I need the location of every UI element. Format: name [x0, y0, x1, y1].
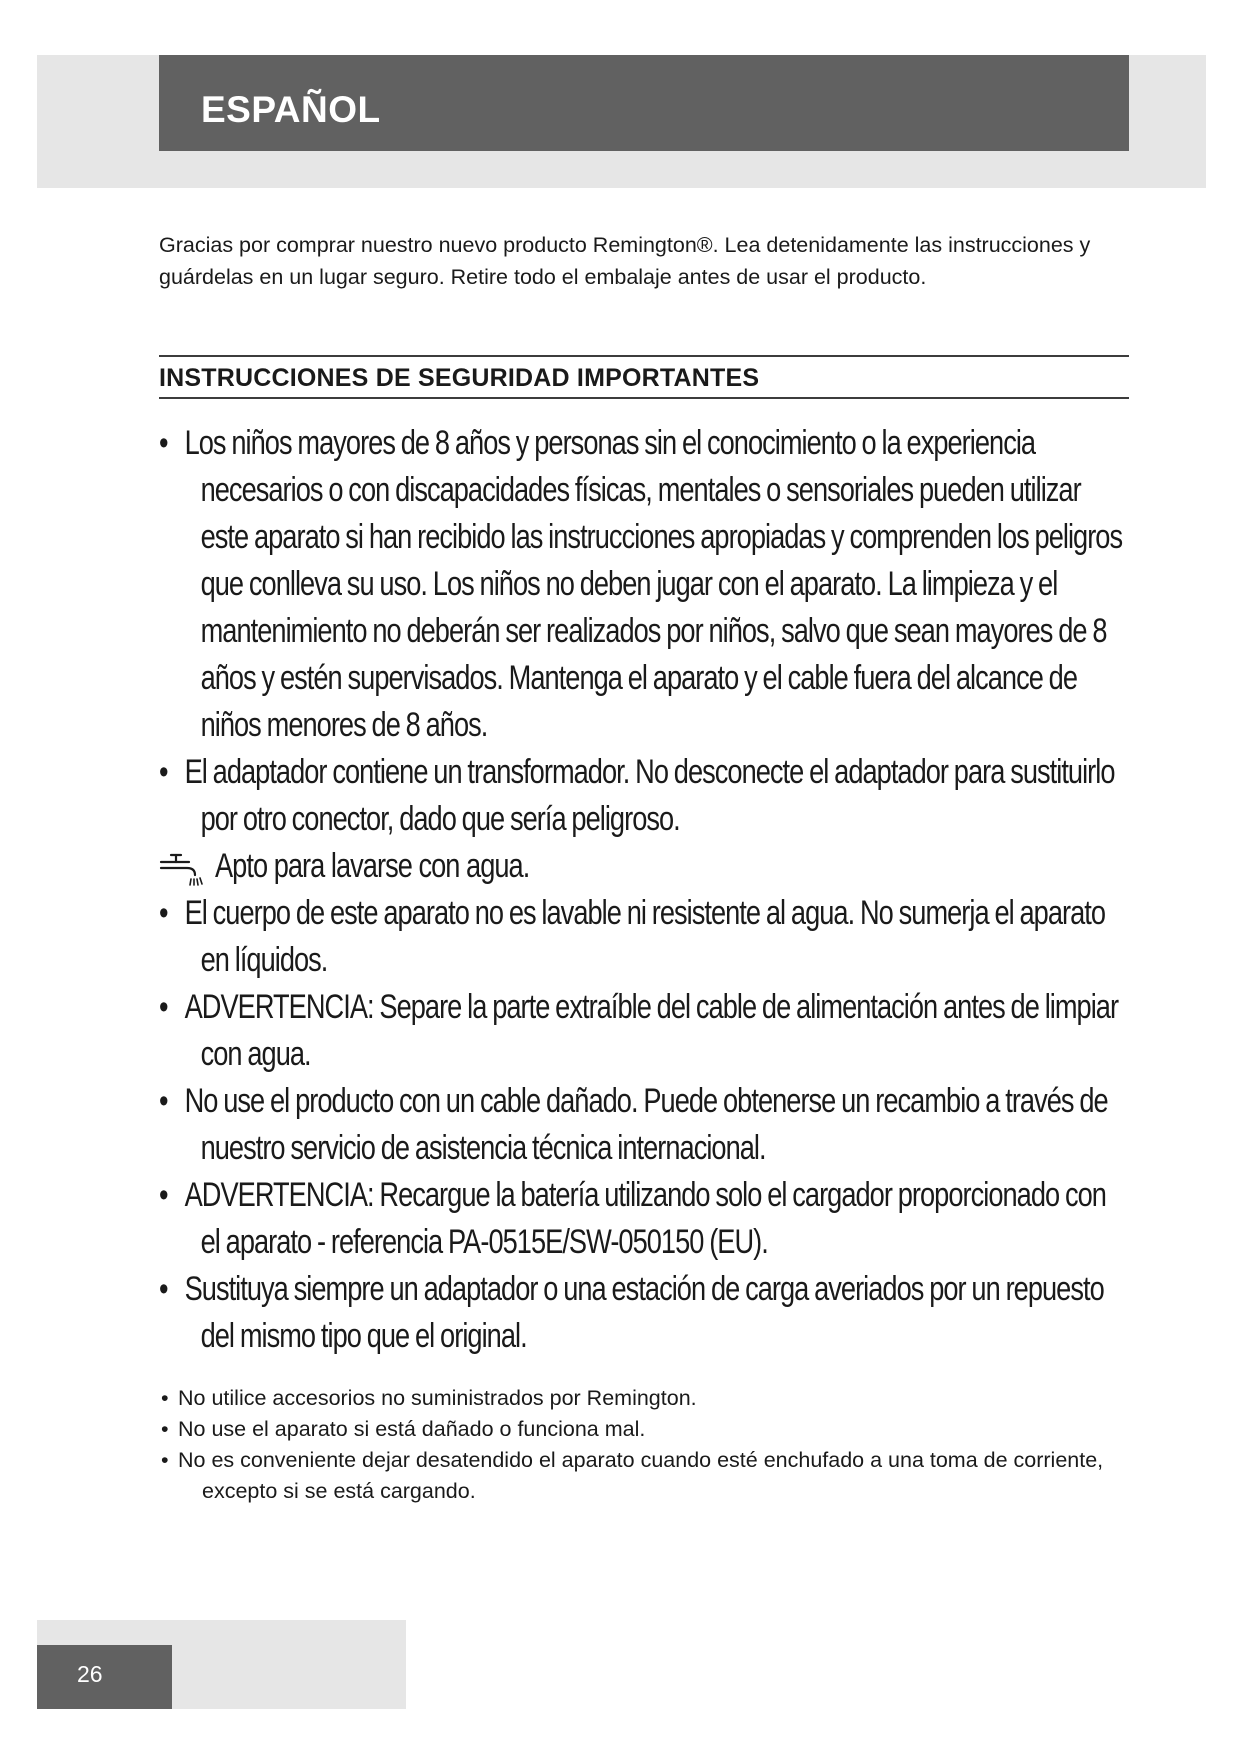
list-item-text: No use el producto con un cable dañado. Puede obtenerse un recambio a través de nuestro servicio de asistencia técnica internacional.	[184, 1082, 1108, 1167]
list-item	[159, 1445, 1129, 1507]
bullet: •	[159, 1082, 168, 1120]
bullet: •	[159, 1176, 168, 1214]
list-item-text: Sustituya siempre un adaptador o una estación de carga averiados por un repuesto del mismo tipo que el original.	[184, 1270, 1104, 1355]
bullet: •	[159, 988, 168, 1026]
list-item	[159, 1172, 1127, 1266]
list-item-text: No use el aparato si está dañado o funciona mal.	[178, 1417, 646, 1441]
section-title: INSTRUCCIONES DE SEGURIDAD IMPORTANTES	[159, 364, 760, 392]
list-item	[159, 1414, 1129, 1445]
bullet: •	[161, 1448, 169, 1472]
list-item-text: El cuerpo de este aparato no es lavable ni resistente al agua. No sumerja el aparato en líquidos.	[184, 894, 1106, 979]
list-item-text: No es conveniente dejar desatendido el aparato cuando esté enchufado a una toma de corriente, excepto si se está cargando.	[178, 1448, 1104, 1503]
footer-bar	[37, 1645, 172, 1709]
faucet-icon	[159, 851, 207, 887]
bullet: •	[159, 1270, 168, 1308]
list-item-text: No utilice accesorios no suministrados por Remington.	[178, 1386, 697, 1410]
bullet: •	[159, 753, 168, 791]
intro-paragraph: Gracias por comprar nuestro nuevo producto Remington®. Lea detenidamente las instrucciones y guárdelas en un lugar seguro. Retire todo el embalaje antes de usar el producto.	[159, 233, 1091, 289]
safety-list-small	[159, 1383, 1129, 1507]
list-item-text: ADVERTENCIA: Recargue la batería utilizando solo el cargador proporcionado con el aparato - referencia PA-0515E/SW-050150 (EU).	[184, 1176, 1106, 1261]
language-title: ESPAÑOL	[201, 89, 381, 130]
header-bar	[159, 55, 1129, 151]
list-item	[159, 1078, 1127, 1172]
safety-list-large	[159, 420, 1129, 1360]
bullet: •	[159, 894, 168, 932]
bullet: •	[161, 1417, 169, 1441]
list-item	[159, 420, 1127, 749]
list-item	[159, 984, 1127, 1078]
washable-note	[159, 843, 1129, 890]
bullet: •	[161, 1386, 169, 1410]
bullet: •	[159, 424, 168, 462]
section-heading	[159, 355, 1129, 399]
list-item	[159, 890, 1127, 984]
list-item-text: Los niños mayores de 8 años y personas sin el conocimiento o la experiencia necesarios o con discapacidades físicas, mentales o sensoriales pueden utilizar este aparato si han recibido las instrucciones apropiadas y comprenden los peligros que conlleva su uso. Los niños no deben jugar con el aparato. La limpieza y el mantenimiento no deberán ser realizados por niños, salvo que sean mayores de 8 años y estén supervisados. Mantenga el aparato y el cable fuera del alcance de niños menores de 8 años.	[184, 424, 1123, 744]
list-item	[159, 749, 1127, 843]
page-number: 26	[77, 1661, 103, 1687]
list-item-text: ADVERTENCIA: Separe la parte extraíble del cable de alimentación antes de limpiar con agua.	[184, 988, 1119, 1073]
list-item	[159, 1383, 1129, 1414]
washable-text: Apto para lavarse con agua.	[215, 847, 530, 885]
list-item	[159, 1266, 1127, 1360]
list-item-text: El adaptador contiene un transformador. No desconecte el adaptador para sustituirlo por otro conector, dado que sería peligroso.	[184, 753, 1115, 838]
